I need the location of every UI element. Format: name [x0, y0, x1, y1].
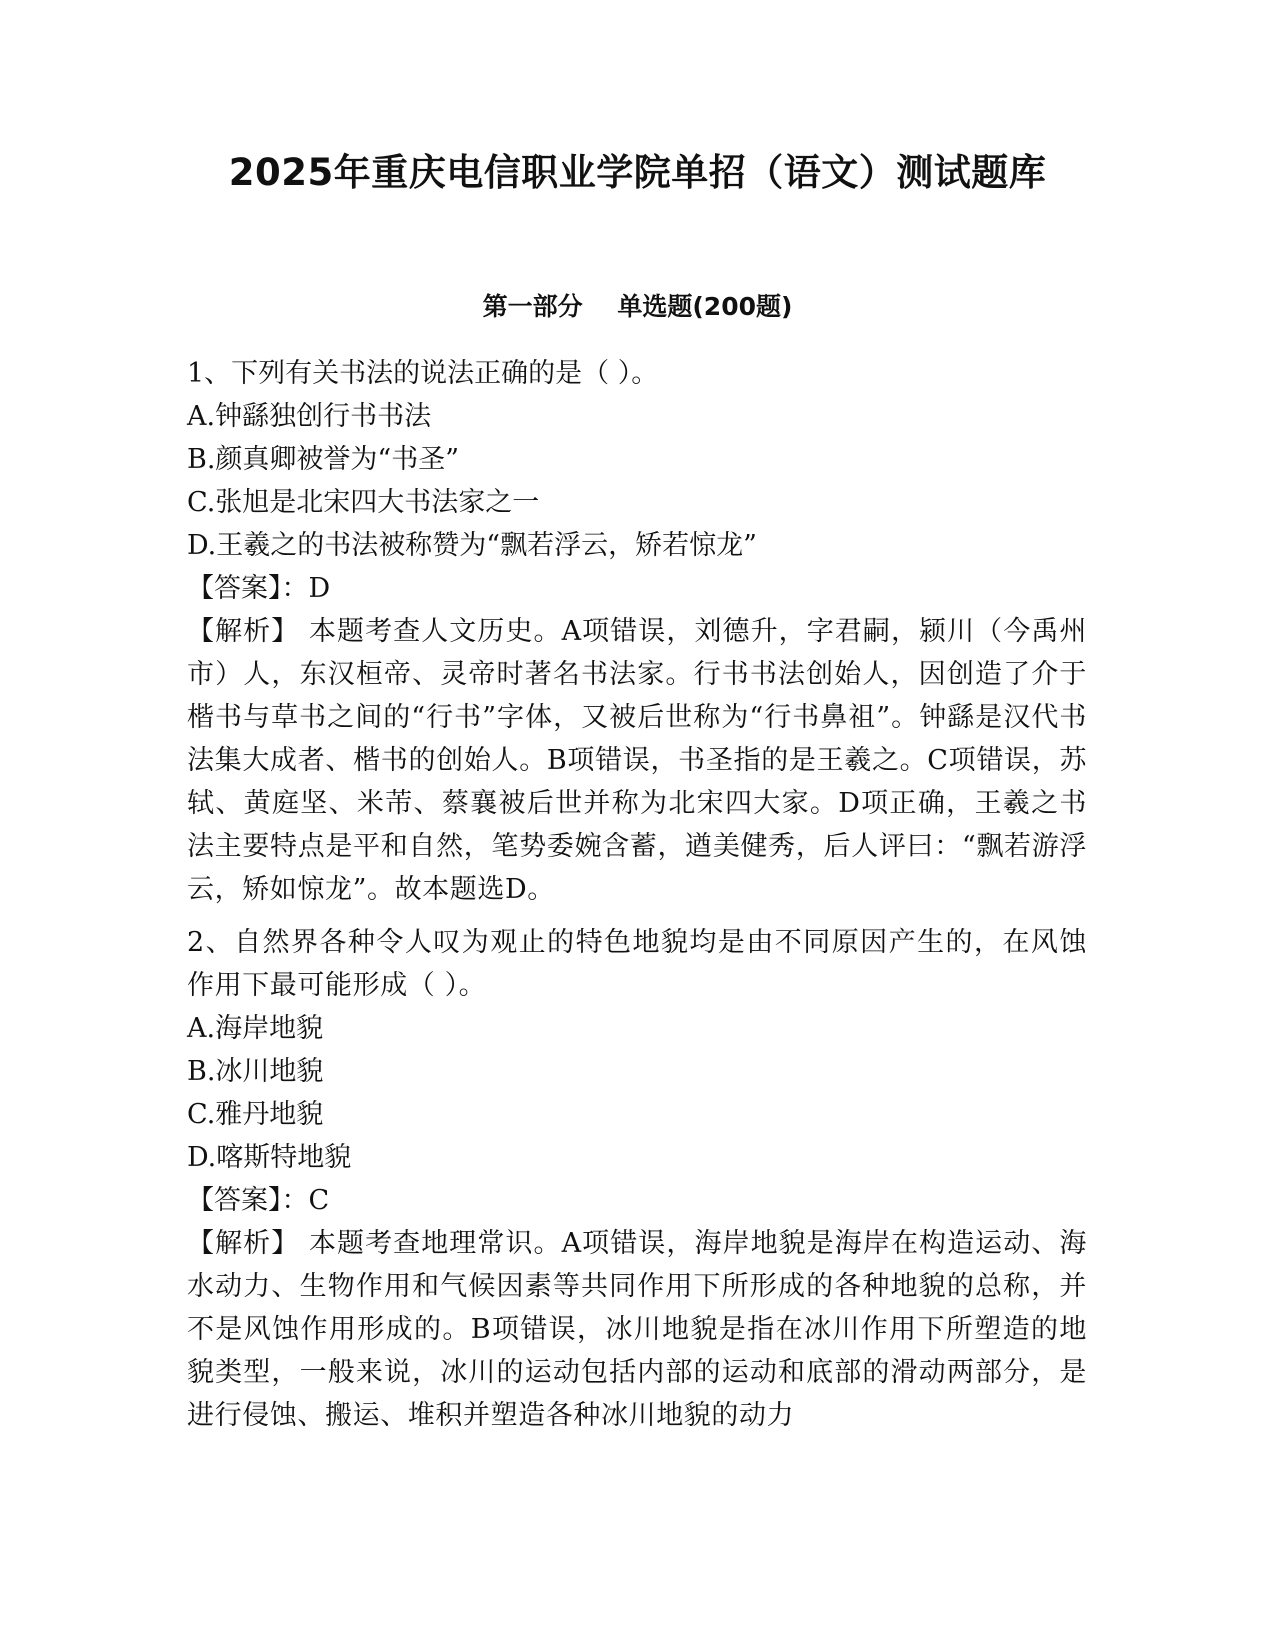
question-1-analysis: 【解析】 本题考查人文历史。A项错误，刘德升，字君嗣，颍川（今禹州市）人，东汉桓帝、灵帝时著名书法家。行书书法创始人，因创造了介于楷书与草书之间的“行书”字体，又被后世称为“行书鼻祖”。钟繇是汉代书法集大成者、楷书的创始人。B项错误，书圣指的是王羲之。C项错误，苏轼、黄庭坚、米芾、蔡襄被后世并称为北宋四大家。D项正确，王羲之书法主要特点是平和自然，笔势委婉含蓄，遒美健秀，后人评曰：“飘若游浮云，矫如惊龙”。故本题选D。: [187, 616, 1087, 905]
document-title: 2025年重庆电信职业学院单招（语文）测试题库: [228, 151, 1047, 194]
question-2-analysis: 【解析】 本题考查地理常识。A项错误，海岸地貌是海岸在构造运动、海水动力、生物作用和气候因素等共同作用下所形成的各种地貌的总称，并不是风蚀作用形成的。B项错误，冰川地貌是指在冰川作用下所塑造的地貌类型，一般来说，冰川的运动包括内部的运动和底部的滑动两部分，是进行侵蚀、搬运、堆积并塑造各种冰川地貌的动力: [187, 1228, 1087, 1431]
question-2-option-b: B.冰川地貌: [187, 1056, 324, 1087]
question-2-stem: 2、自然界各种令人叹为观止的特色地貌均是由不同原因产生的，在风蚀作用下最可能形成（ ）。: [187, 927, 1087, 1001]
question-1-option-c: C.张旭是北宋四大书法家之一: [187, 487, 540, 518]
question-1-stem: 1、下列有关书法的说法正确的是（ ）。: [187, 358, 659, 389]
question-2: [187, 921, 1087, 1437]
question-2-option-d: D.喀斯特地貌: [187, 1142, 352, 1173]
question-1: [187, 352, 1087, 911]
question-1-option-a: A.钟繇独创行书书法: [187, 401, 432, 432]
question-1-option-d: D.王羲之的书法被称赞为“飘若浮云，矫若惊龙”: [187, 530, 757, 561]
question-2-answer: 【答案】：C: [187, 1185, 330, 1216]
question-2-option-a: A.海岸地貌: [187, 1013, 324, 1044]
section-heading: 第一部分 单选题(200题): [482, 292, 793, 321]
question-1-option-b: B.颜真卿被誉为“书圣”: [187, 444, 460, 475]
document-body: [187, 352, 1087, 1437]
question-1-answer: 【答案】：D: [187, 573, 331, 604]
question-2-option-c: C.雅丹地貌: [187, 1099, 324, 1130]
